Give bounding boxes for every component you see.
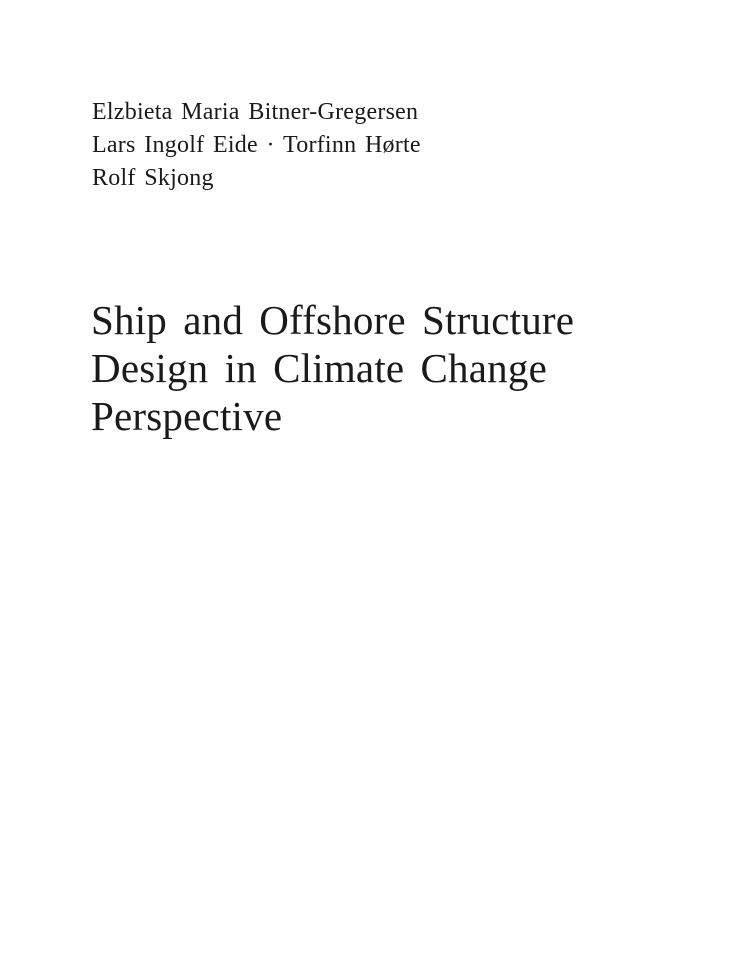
book-title-line-1: Ship and Offshore Structure <box>91 297 575 343</box>
book-title <box>91 296 574 440</box>
author-line-3: Rolf Skjong <box>92 165 214 191</box>
author-line-2: Lars Ingolf Eide · Torfinn Hørte <box>92 132 421 158</box>
author-block <box>92 96 421 195</box>
author-line-1: Elzbieta Maria Bitner-Gregersen <box>92 99 419 125</box>
book-title-line-2: Design in Climate Change <box>91 345 547 391</box>
book-title-line-3: Perspective <box>91 393 283 439</box>
